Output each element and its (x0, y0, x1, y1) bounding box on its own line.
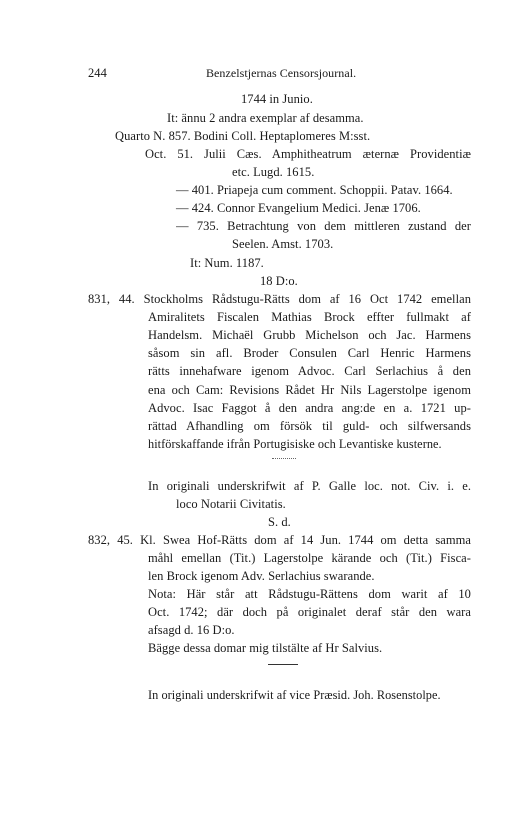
text-line: Oct. 51. Julii Cæs. Amphitheatrum æternæ Providentiæ (145, 147, 471, 161)
signature-note-rosenstolpe: In originali underskrifwit af vice Præsid. Joh. Rosenstolpe. (148, 688, 441, 702)
entry-831-line: hitförskaffande ifrån Portugisiske och Levantiske kusterne. (148, 437, 442, 451)
text-line: — 735. Betrachtung von dem mittleren zustand der (176, 219, 471, 233)
entry-832-line: len Brock igenom Adv. Serlachius swarande. (148, 569, 375, 583)
date-heading-s-d: S. d. (268, 515, 291, 529)
text-line: Seelen. Amst. 1703. (232, 237, 334, 251)
page-number: 244 (88, 66, 107, 80)
signature-note-galle: In originali underskrifwit af P. Galle loc. not. Civ. i. e. (148, 479, 471, 493)
separator-rule (268, 664, 298, 665)
entry-832-note: afsagd d. 16 D:o. (148, 623, 235, 637)
text-line: It: Num. 1187. (190, 256, 264, 270)
entry-831-line: Advoc. Isac Faggot å den andra ang:de en a. 1721 up- (148, 401, 471, 415)
entry-832-line: 832, 45. Kl. Swea Hof-Rätts dom af 14 Jun. 1744 om detta samma (88, 533, 471, 547)
entry-831-line: ena och Cam: Revisions Rådet Hr Nils Lagerstolpe igenom (148, 383, 471, 397)
signature-note-galle: loco Notarii Civitatis. (176, 497, 286, 511)
date-heading-18-do: 18 D:o. (260, 274, 298, 288)
separator-dotted (272, 458, 296, 459)
entry-831-line: rätts innehafware igenom Advoc. Carl Serlachius å den (148, 364, 471, 378)
text-line: It: ännu 2 andra exemplar af desamma. (167, 111, 364, 125)
entry-831-line: Amiralitets Fiscalen Mathias Brock effter fullmakt af (148, 310, 471, 324)
entry-832-line: Bägge dessa domar mig tilstälte af Hr Salvius. (148, 641, 383, 655)
text-line: etc. Lugd. 1615. (232, 165, 315, 179)
entry-832-note: Nota: Här står att Rådstugu-Rättens dom warit af 10 (148, 587, 471, 601)
entry-831-line: 831, 44. Stockholms Rådstugu-Rätts dom af 16 Oct 1742 emellan (88, 292, 471, 306)
entry-832-line: måhl emellan (Tit.) Lagerstolpe kärande och (Tit.) Fisca- (148, 551, 471, 565)
date-heading-1744-junio: 1744 in Junio. (241, 92, 313, 106)
running-title: Benzelstjernas Censorsjournal. (206, 66, 357, 80)
entry-831-line: Handelsm. Michaël Grubb Michelson och Jac. Harmens (148, 328, 471, 342)
text-line: Quarto N. 857. Bodini Coll. Heptaplomeres M:sst. (115, 129, 371, 143)
entry-832-note: Oct. 1742; där doch på originalet deraf står den wara (148, 605, 471, 619)
text-line: — 424. Connor Evangelium Medici. Jenæ 1706. (176, 201, 421, 215)
entry-831-line: rättad Afhandling om försök til guld- och silfwersands (148, 419, 471, 433)
entry-831-line: såsom sin afl. Broder Consulen Carl Henric Harmens (148, 346, 471, 360)
text-line: — 401. Priapeja cum comment. Schoppii. Patav. 1664. (176, 183, 453, 197)
